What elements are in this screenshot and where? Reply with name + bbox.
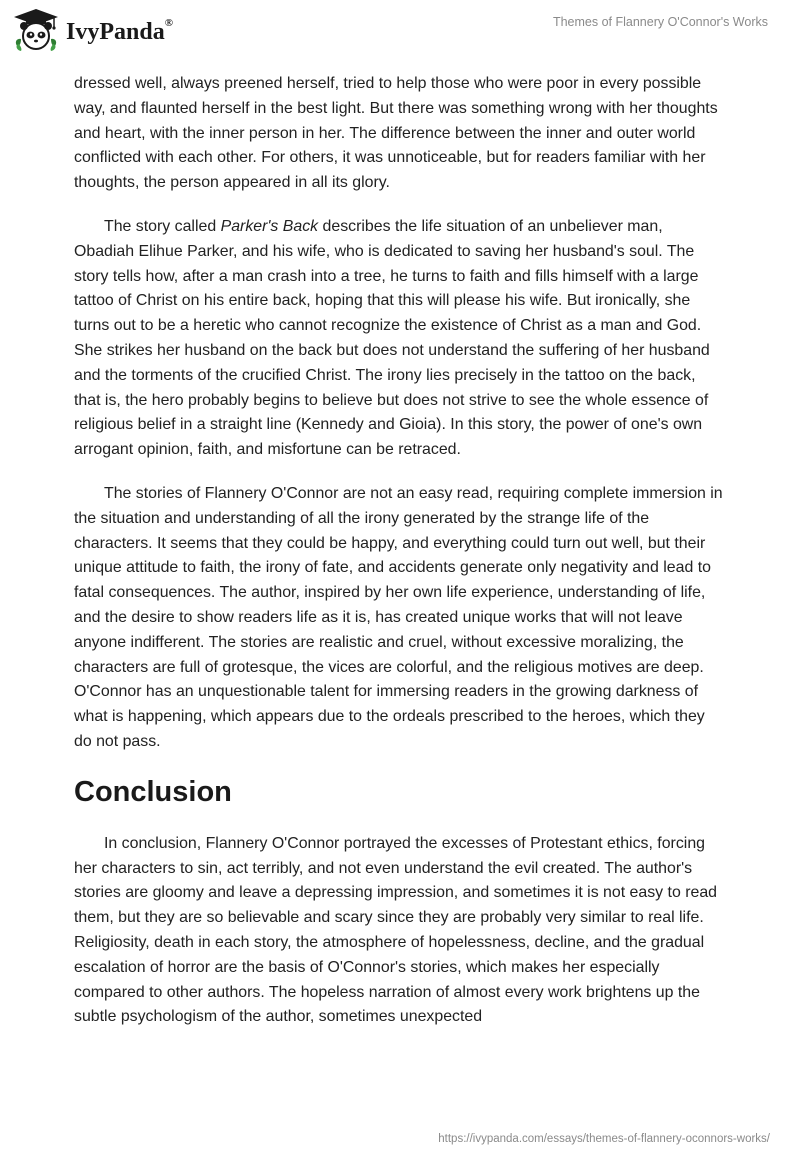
paragraph-conclusion: In conclusion, Flannery O'Connor portrayed the excesses of Protestant ethics, forcing her characters to sin, act terribly, and not even understand the evil created. The author's stories are gloomy and leave a depressing impression, and sometimes it is not easy to read them, but they are so believable and scary since they are probably very similar to real life. Religiosity, death in each story, the atmosphere of hopelessness, decline, and the gradual escalation of horror are the basis of O'Connor's stories, which makes her especially compared to other authors. The hopeless narration of almost every work brightens up the subtle psychologism of the author, sometimes unexpected xyxy=(74,834,718,1026)
conclusion-heading: Conclusion xyxy=(74,775,232,808)
panda-graduate-logo-icon xyxy=(12,7,60,53)
paragraph-summary: The stories of Flannery O'Connor are not an easy read, requiring complete immersion in the situation and understanding of all the irony generated by the strange life of the characters. It seems that they could be happy, and everything could turn out well, but their unique attitude to faith, the irony of fate, and accidents generate only negativity and lead to fatal consequences. The author, inspired by her own life experience, understanding of life, and the desire to show readers life as it is, has created unique works that will not leave anyone indifferent. The stories are realistic and cruel, without excessive moralizing, the characters are full of grotesque, the vices are colorful, and the religious motives are deep. O'Connor has an unquestionable talent for immersing readers in the growing darkness of what is happening, which appears due to the ordeals prescribed to the heroes, which they do not pass. xyxy=(74,484,723,750)
paragraph-continued: dressed well, always preened herself, tried to help those who were poor in every possible way, and flaunted herself in the best light. But there was something wrong with her thoughts and heart, with the inner person in her. The difference between the inner and outer world conflicted with each other. For others, it was unnoticeable, but for readers familiar with her thoughts, the person appeared in all its glory. xyxy=(74,75,718,192)
essay-body xyxy=(74,72,726,1049)
story-title: Parker's Back xyxy=(220,217,319,235)
source-url[interactable]: https://ivypanda.com/essays/themes-of-flannery-oconnors-works/ xyxy=(438,1133,770,1145)
paragraph-parkers-back: The story called Parker's Back describes the life situation of an unbeliever man, Obadiah Elihue Parker, and his wife, who is dedicated to saving her husband's soul. The story tells how, after a man crash into a tree, he turns to faith and fills himself with a large tattoo of Christ on his entire back, hoping that this will please his wife. But ironically, she turns out to be a heretic who cannot recognize the existence of Christ as a man and God. She strikes her husband on the back but does not understand the suffering of her husband and the torments of the crucified Christ. The irony lies precisely in the tattoo on the back, that is, the hero probably begins to believe but does not strive to see the whole essence of religious belief in a straight line (Kennedy and Gioia). In this story, the power of one's own arrogant opinion, faith, and misfortune can be retraced. xyxy=(74,217,710,459)
document-title: Themes of Flannery O'Connor's Works xyxy=(552,15,768,29)
page-header xyxy=(0,0,800,60)
brand-name: IvyPanda® xyxy=(66,16,173,45)
ivypanda-logo[interactable] xyxy=(12,6,173,54)
